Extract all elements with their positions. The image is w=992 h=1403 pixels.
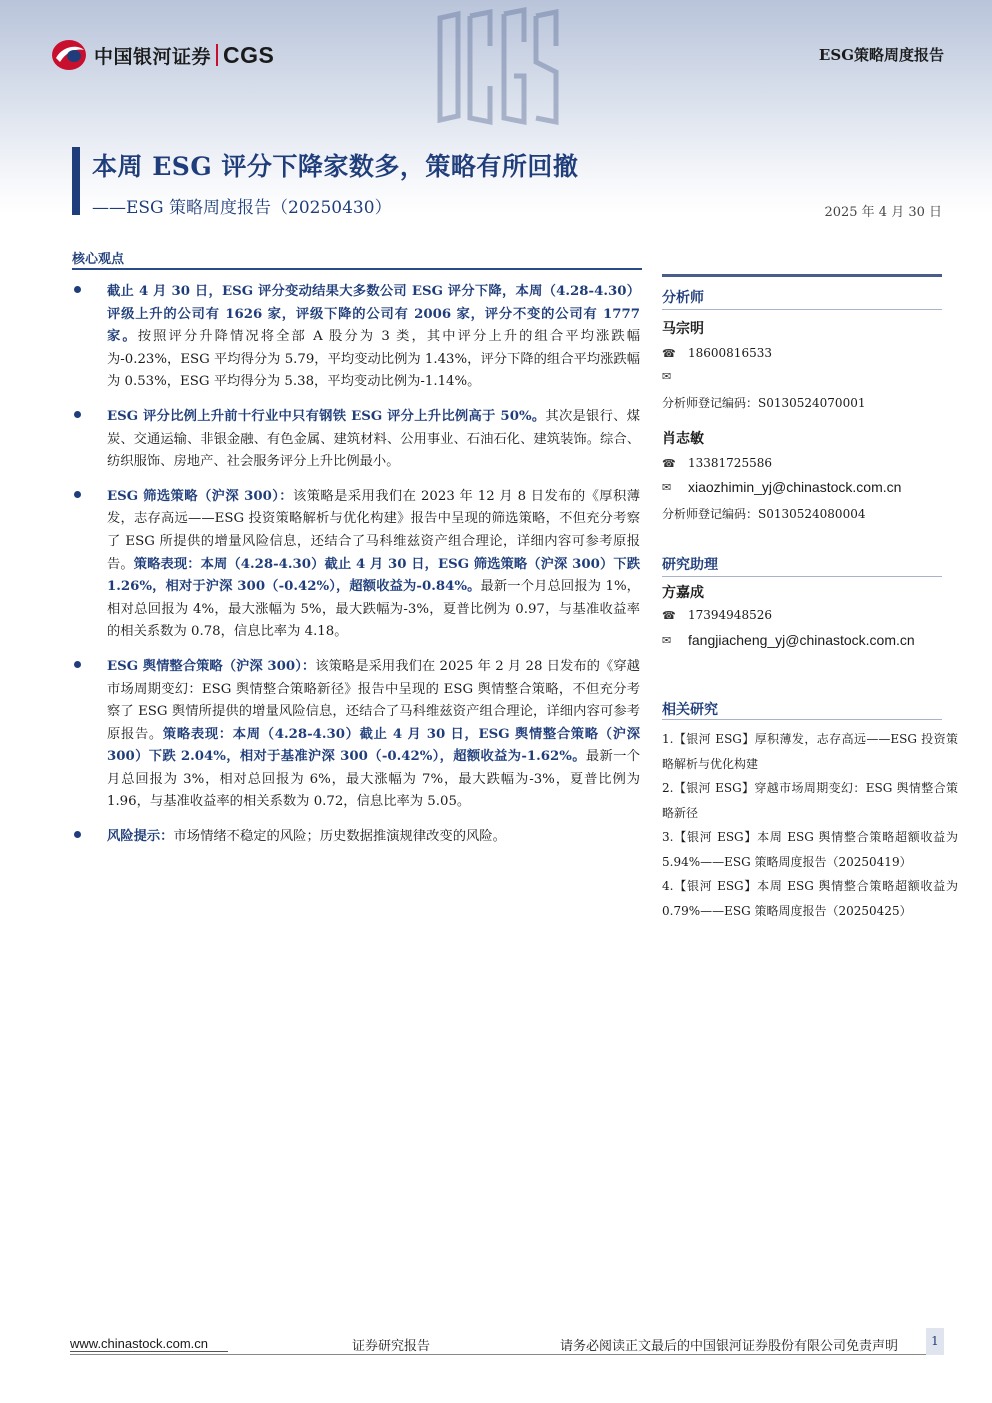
related-research-heading: 相关研究 [662, 702, 718, 718]
bullet-dot-icon [74, 286, 81, 293]
bullet-dot-icon [74, 831, 81, 838]
analyst-phone: 13381725586 [688, 456, 772, 470]
analyst-email[interactable]: xiaozhimin_yj@chinastock.com.cn [688, 479, 902, 495]
phone-icon: ☎ [662, 456, 676, 470]
related-report-link[interactable]: 3.【银河 ESG】本周 ESG 舆情整合策略超额收益为 5.94%——ESG 策略周度报告（20250419） [662, 830, 958, 869]
core-view-text: 最新一个月总回报为 1%，相对总回报为 4%，最大涨幅为 5%，最大跌幅为-3%，夏普比例为 0.97，与基准收益率的相关系数为 0.78，信息比率为 4.18。 [107, 579, 640, 640]
core-views-heading: 核心观点 [72, 252, 125, 267]
footer-website-link[interactable]: www.chinastock.com.cn [70, 1336, 208, 1351]
analyst-email-row [662, 370, 688, 383]
core-view-highlight: 策略表现：本周（4.28-4.30）截止 4 月 30 日，ESG 舆情整合策略（沪深 300）下跌 2.04%，相对于基准沪深 300（-0.42%），超额收益为-1.62%。 [107, 726, 640, 765]
mail-icon: ✉ [662, 633, 672, 647]
analyst-heading: 分析师 [662, 290, 704, 306]
core-view-text: 最新一个月总回报为 3%，相对总回报为 6%，最大涨幅为 7%，最大跌幅为-3%，夏普比例为 1.96，与基准收益率的相关系数为 0.72，信息比率为 5.05。 [107, 749, 641, 810]
core-view-item [70, 486, 640, 644]
analyst-cert: 分析师登记编码：S0130524080004 [662, 507, 866, 521]
page-footer [70, 1330, 944, 1360]
related-report-link[interactable]: 2.【银河 ESG】穿越市场周期变幻：ESG 舆情整合策略新径 [662, 781, 958, 820]
mail-icon: ✉ [662, 370, 672, 383]
core-view-highlight: 截止 4 月 30 日，ESG 评分变动结果大多数公司 ESG 评分下降，本周（4.28-4.30）评级上升的公司有 1626 家，评级下降的公司有 2006 家，评分不变的公司有 1777 家。 [107, 284, 640, 345]
analyst-phone-row [662, 346, 772, 360]
core-view-item [70, 281, 640, 394]
analyst-heading-rule [662, 309, 942, 310]
analyst-name: 马宗明 [662, 321, 704, 337]
footer-url-underline [70, 1351, 228, 1352]
sidebar-top-rule [662, 274, 942, 277]
core-view-highlight: ESG 舆情整合策略（沪深 300）： [107, 658, 316, 674]
bullet-dot-icon [74, 411, 81, 418]
related-research-list [662, 727, 958, 923]
core-views-list [70, 281, 640, 861]
report-type-label: ESG策略周度报告 [818, 46, 944, 64]
related-report-link[interactable]: 4.【银河 ESG】本周 ESG 舆情整合策略超额收益为 0.79%——ESG 策略周度报告（20250425） [662, 879, 958, 918]
bullet-dot-icon [74, 661, 81, 668]
related-heading-rule [662, 719, 942, 720]
page-title: 本周 ESG 评分下降家数多，策略有所回撤 [92, 152, 579, 181]
phone-icon: ☎ [662, 608, 676, 622]
core-views-rule [72, 268, 642, 270]
page-subtitle: ——ESG 策略周度报告（20250430） [92, 198, 392, 218]
footer-disclaimer: 请务必阅读正文最后的中国银河证券股份有限公司免责声明 [560, 1339, 899, 1354]
page-number: 1 [926, 1328, 944, 1355]
core-view-text: 其次是银行、煤炭、交通运输、非银金融、有色金属、建筑材料、公用事业、石油石化、建筑装饰。综合、纺织服饰、房地产、社会服务评分上升比例最小。 [107, 408, 641, 470]
phone-icon: ☎ [662, 346, 676, 360]
analyst-phone-row [662, 456, 772, 470]
cgs-logo [50, 38, 274, 72]
related-report-link[interactable]: 1.【银河 ESG】厚积薄发，志存高远——ESG 投资策略解析与优化构建 [662, 732, 958, 771]
assistant-heading: 研究助理 [662, 557, 718, 573]
analyst-cert: 分析师登记编码：S0130524070001 [662, 396, 866, 410]
core-view-text: 该策略是采用我们在 2025 年 2 月 28 日发布的《穿越市场周期变幻：ESG 舆情整合策略新径》报告中呈现的 ESG 舆情整合策略，不但充分考察了 ESG 舆情所提供的增量风险信息，还结合了马科维兹资产组合理论，详细内容可参考原报告。 [107, 658, 640, 742]
assistant-heading-rule [662, 576, 942, 577]
bullet-dot-icon [74, 491, 81, 498]
logo-divider [216, 44, 218, 66]
galaxy-logo-icon [50, 38, 88, 72]
assistant-name: 方嘉成 [662, 585, 704, 601]
analyst-phone: 18600816533 [688, 346, 772, 360]
mail-icon: ✉ [662, 480, 672, 494]
logo-english-name: CGS [223, 41, 275, 68]
core-view-highlight: 策略表现：本周（4.28-4.30）截止 4 月 30 日，ESG 筛选策略（沪深 300）下跌 1.26%，相对于沪深 300（-0.42%），超额收益为-0.84%。 [107, 556, 641, 595]
cgs-watermark-icon [432, 6, 562, 128]
core-view-item [70, 656, 640, 814]
core-view-highlight: 风险提示： [107, 829, 174, 845]
report-date: 2025 年 4 月 30 日 [824, 205, 942, 220]
core-view-item [70, 406, 640, 474]
assistant-phone: 17394948526 [688, 608, 772, 622]
title-accent-bar [72, 147, 80, 215]
analyst-name: 肖志敏 [662, 431, 704, 447]
analyst-email-row [662, 479, 901, 495]
footer-rule [70, 1354, 926, 1355]
core-view-highlight: ESG 评分比例上升前十行业中只有钢铁 ESG 评分上升比例高于 50%。 [107, 408, 546, 424]
footer-doc-type: 证券研究报告 [352, 1339, 431, 1354]
assistant-email-row [662, 632, 915, 648]
core-view-highlight: ESG 筛选策略（沪深 300）： [107, 488, 294, 504]
assistant-email[interactable]: fangjiacheng_yj@chinastock.com.cn [688, 632, 915, 648]
assistant-phone-row [662, 608, 772, 622]
core-view-text: 按照评分升降情况将全部 A 股分为 3 类，其中评分上升的组合平均涨跌幅为-0.23%，ESG 平均得分为 5.79，平均变动比例为 1.43%，评分下降的组合平均涨跌幅为 0.53%，ESG 平均得分为 5.38，平均变动比例为-1.14%。 [107, 329, 641, 390]
core-view-text: 该策略是采用我们在 2023 年 12 月 8 日发布的《厚积薄发，志存高远——ESG 投资策略解析与优化构建》报告中呈现的筛选策略，不但充分考察了 ESG 所提供的增量风险信息，还结合了马科维兹资产组合理论，详细内容可参考原报告。 [107, 488, 640, 572]
core-view-text: 市场情绪不稳定的风险；历史数据推演规律改变的风险。 [173, 829, 506, 845]
logo-chinese-name: 中国银河证券 [94, 45, 212, 68]
core-view-item [70, 826, 640, 849]
